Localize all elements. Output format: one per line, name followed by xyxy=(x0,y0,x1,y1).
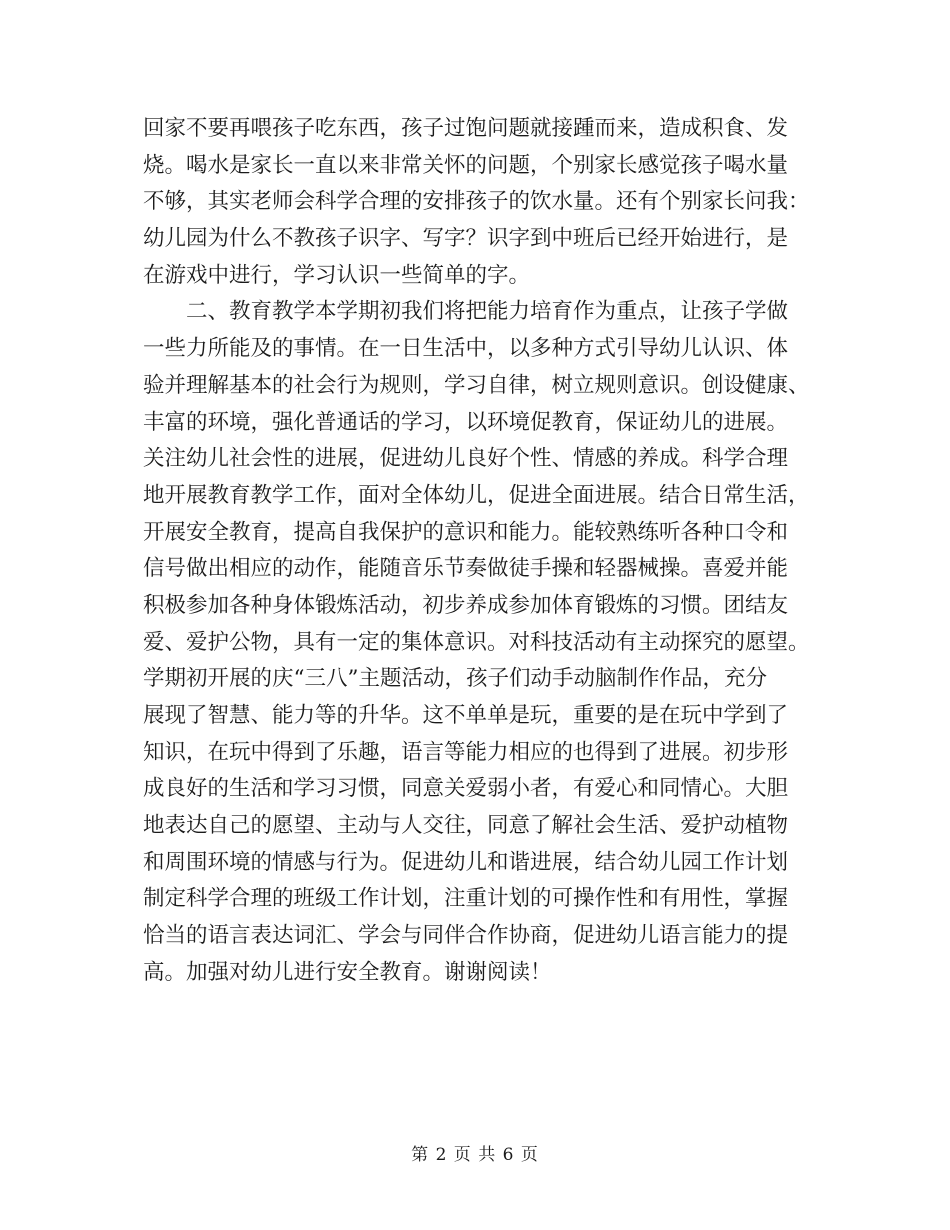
text-line: 开展安全教育，提高自我保护的意识和能力。能较熟练听各种口令和 xyxy=(143,519,789,545)
page-number-footer: 第 2 页 共 6 页 xyxy=(411,1145,539,1165)
text-line: 展现了智慧、能力等的升华。这不单单是玩，重要的是在玩中学到了 xyxy=(143,703,789,728)
text-line: 二、教育教学本学期初我们将把能力培育作为重点，让孩子学做 xyxy=(143,299,789,325)
text-line: 积极参加各种身体锻炼活动，初步养成参加体育锻炼的习惯。团结友 xyxy=(143,592,789,618)
text-line: 关注幼儿社会性的进展，促进幼儿良好个性、情感的养成。科学合理 xyxy=(143,446,789,472)
text-line: 在游戏中进行，学习认识一些简单的字。 xyxy=(143,262,531,288)
text-line: 信号做出相应的动作，能随音乐节奏做徒手操和轻器械操。喜爱并能 xyxy=(143,556,789,582)
text-line: 爱、爱护公物，具有一定的集体意识。对科技活动有主动探究的愿望。 xyxy=(143,629,810,655)
text-line: 一些力所能及的事情。在一日生活中，以多种方式引导幼儿认识、体 xyxy=(143,336,789,362)
text-line: 地开展教育教学工作，面对全体幼儿，促进全面进展。结合日常生活， xyxy=(143,482,810,508)
text-line: 幼儿园为什么不教孩子识字、写字？识字到中班后已经开始进行，是 xyxy=(143,226,789,252)
text-line: 丰富的环境，强化普通话的学习，以环境促教育，保证幼儿的进展。 xyxy=(143,409,789,435)
text-line: 烧。喝水是家长一直以来非常关怀的问题，个别家长感觉孩子喝水量 xyxy=(143,152,789,178)
body-text xyxy=(143,111,823,992)
text-line: 知识，在玩中得到了乐趣，语言等能力相应的也得到了进展。初步形 xyxy=(143,739,789,765)
text-line: 和周围环境的情感与行为。促进幼儿和谐进展，结合幼儿园工作计划 xyxy=(143,849,789,875)
text-line: 学期初开展的庆“三八”主题活动，孩子们动手动脑制作作品，充分 xyxy=(143,666,767,692)
text-line: 制定科学合理的班级工作计划，注重计划的可操作性和有用性，掌握 xyxy=(143,886,789,912)
text-line: 验并理解基本的社会行为规则，学习自律，树立规则意识。创设健康、 xyxy=(143,372,810,398)
text-line: 高。加强对幼儿进行安全教育。谢谢阅读！ xyxy=(143,959,552,985)
text-line: 回家不要再喂孩子吃东西，孩子过饱问题就接踵而来，造成积食、发 xyxy=(143,116,789,141)
text-line: 成良好的生活和学习习惯，同意关爱弱小者，有爱心和同情心。大胆 xyxy=(143,776,789,802)
text-line: 地表达自己的愿望、主动与人交往，同意了解社会生活、爱护动植物 xyxy=(143,813,789,839)
text-line: 恰当的语言表达词汇、学会与同伴合作协商，促进幼儿语言能力的提 xyxy=(143,923,789,949)
text-line: 不够，其实老师会科学合理的安排孩子的饮水量。还有个别家长问我： xyxy=(143,189,810,215)
